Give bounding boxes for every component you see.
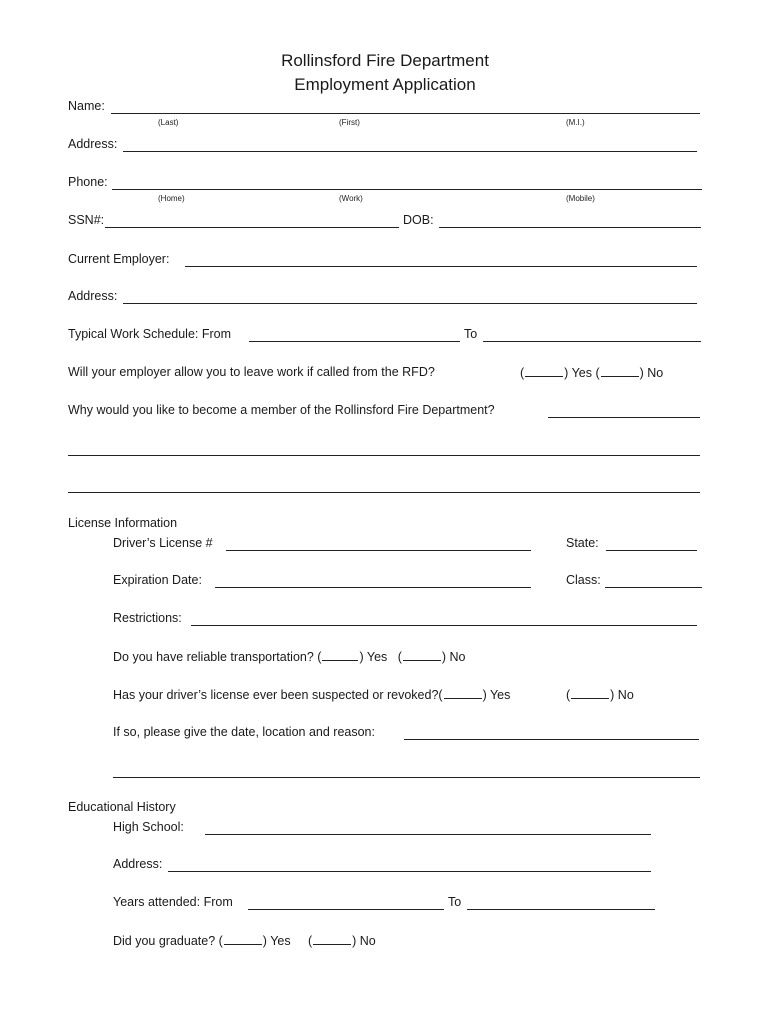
address-field[interactable]	[123, 151, 697, 152]
name-sub-first: (First)	[339, 118, 360, 127]
class-label: Class:	[566, 573, 601, 587]
employer-address-label: Address:	[68, 289, 118, 303]
leave-yes-blank[interactable]	[525, 365, 563, 377]
years-to-label: To	[448, 895, 462, 909]
high-school-label: High School:	[113, 820, 184, 834]
leave-question: Will your employer allow you to leave work if called from the RFD?	[68, 365, 435, 379]
transport-yes-blank[interactable]	[322, 649, 358, 661]
restrictions-field[interactable]	[191, 625, 697, 626]
class-field[interactable]	[605, 587, 702, 588]
leave-answer: ( ) Yes ( ) No	[520, 366, 664, 380]
why-answer-line-1[interactable]	[548, 417, 700, 418]
employer-address-field[interactable]	[123, 303, 697, 304]
why-answer-line-2[interactable]	[68, 455, 700, 456]
phone-sub-work: (Work)	[339, 194, 363, 203]
school-address-field[interactable]	[168, 871, 651, 872]
license-section-title: License Information	[68, 516, 178, 530]
leave-no-blank[interactable]	[601, 365, 639, 377]
education-section-title: Educational History	[68, 800, 176, 814]
form-title: Rollinsford Fire Department	[281, 51, 489, 70]
revoked-no-group: ( ) No	[566, 688, 634, 702]
schedule-label: Typical Work Schedule: From	[68, 327, 232, 341]
graduate-yes-blank[interactable]	[224, 933, 262, 945]
years-label: Years attended: From	[113, 895, 233, 909]
reason-label: If so, please give the date, location and reason:	[113, 725, 375, 739]
high-school-field[interactable]	[205, 834, 651, 835]
revoked-row: Has your driver’s license ever been suspected or revoked?( ) Yes	[113, 688, 511, 702]
school-address-label: Address:	[113, 857, 163, 871]
license-number-field[interactable]	[226, 550, 531, 551]
phone-field[interactable]	[112, 189, 702, 190]
reason-line-2[interactable]	[113, 777, 700, 778]
ssn-label: SSN#:	[68, 213, 105, 227]
license-state-field[interactable]	[606, 550, 697, 551]
ssn-field[interactable]	[105, 227, 399, 228]
expiration-label: Expiration Date:	[113, 573, 202, 587]
expiration-field[interactable]	[215, 587, 531, 588]
reason-line-1[interactable]	[404, 739, 699, 740]
form-subtitle: Employment Application	[294, 75, 476, 94]
graduate-question: Did you graduate?	[113, 934, 216, 948]
phone-label: Phone:	[68, 175, 108, 189]
license-number-label: Driver’s License #	[113, 536, 213, 550]
phone-sub-mobile: (Mobile)	[566, 194, 595, 203]
transport-no-blank[interactable]	[403, 649, 441, 661]
transport-row: Do you have reliable transportation? ( ) Yes ( ) No	[113, 650, 466, 664]
schedule-to-field[interactable]	[483, 341, 701, 342]
restrictions-label: Restrictions:	[113, 611, 182, 625]
revoked-no-blank[interactable]	[571, 687, 609, 699]
revoked-yes-blank[interactable]	[444, 687, 482, 699]
revoked-question: Has your driver’s license ever been suspected or revoked?	[113, 688, 439, 702]
name-label: Name:	[68, 99, 105, 113]
name-sub-mi: (M.I.)	[566, 118, 585, 127]
employer-field[interactable]	[185, 266, 697, 267]
address-label: Address:	[68, 137, 118, 151]
graduate-row: Did you graduate? ( ) Yes ( ) No	[113, 934, 376, 948]
years-to-field[interactable]	[467, 909, 655, 910]
dob-field[interactable]	[439, 227, 701, 228]
graduate-no-blank[interactable]	[313, 933, 351, 945]
license-state-label: State:	[566, 536, 599, 550]
schedule-to-label: To	[464, 327, 478, 341]
schedule-from-field[interactable]	[249, 341, 460, 342]
why-question: Why would you like to become a member of the Rollinsford Fire Department?	[68, 403, 495, 417]
employer-label: Current Employer:	[68, 252, 170, 266]
years-from-field[interactable]	[248, 909, 444, 910]
dob-label: DOB:	[403, 213, 434, 227]
phone-sub-home: (Home)	[158, 194, 185, 203]
name-field[interactable]	[111, 113, 700, 114]
transport-question: Do you have reliable transportation?	[113, 650, 314, 664]
why-answer-line-3[interactable]	[68, 492, 700, 493]
name-sub-last: (Last)	[158, 118, 179, 127]
